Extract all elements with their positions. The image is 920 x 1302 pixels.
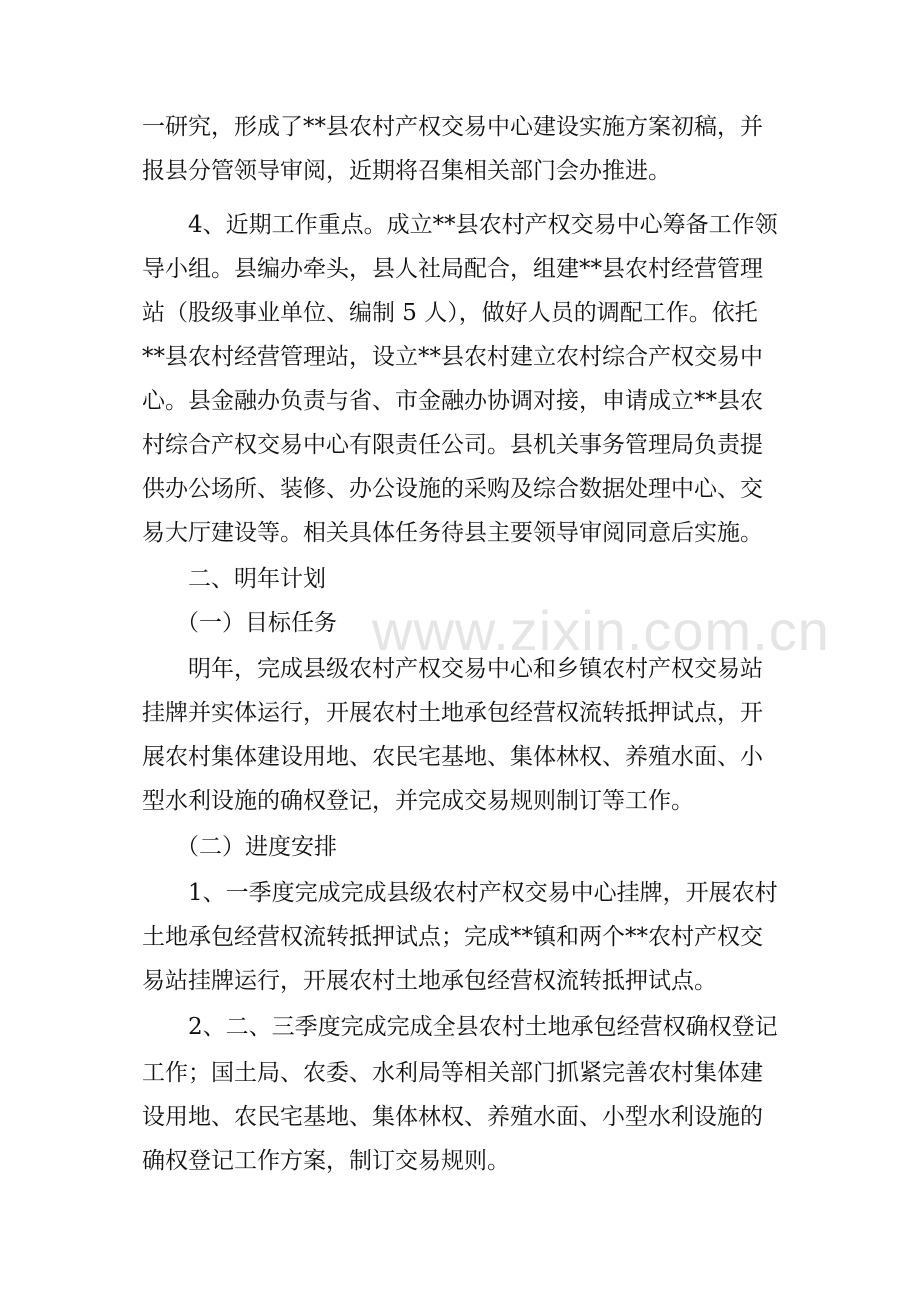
- paragraph-line: 一研究，形成了**县农村产权交易中心建设实施方案初稿，并: [142, 114, 763, 140]
- paragraph-line: 供办公场所、装修、办公设施的采购及综合数据处理中心、交: [142, 476, 763, 502]
- paragraph-line: 4、近期工作重点。成立**县农村产权交易中心筹备工作领: [188, 212, 778, 238]
- paragraph-line: 土地承包经营权流转抵押试点；完成**镇和两个**农村产权交: [142, 924, 763, 950]
- paragraph-line: 设用地、农民宅基地、集体林权、养殖水面、小型水利设施的: [142, 1104, 763, 1130]
- paragraph-line: 1、一季度完成完成县级农村产权交易中心挂牌，开展农村: [188, 880, 778, 906]
- paragraph-line: 挂牌并实体运行，开展农村土地承包经营权流转抵押试点，开: [142, 700, 763, 726]
- paragraph-line: 工作；国土局、农委、水利局等相关部门抓紧完善农村集体建: [142, 1060, 763, 1086]
- paragraph-line: 易大厅建设等。相关具体任务待县主要领导审阅同意后实施。: [142, 520, 763, 546]
- paragraph-line: 明年，完成县级农村产权交易中心和乡镇农村产权交易站: [188, 656, 763, 682]
- paragraph-line: 2、二、三季度完成完成全县农村土地承包经营权确权登记: [188, 1014, 778, 1040]
- section-heading: 二、明年计划: [188, 566, 326, 592]
- subsection-heading: （二）进度安排: [176, 834, 337, 860]
- paragraph-line: 村综合产权交易中心有限责任公司。县机关事务管理局负责提: [142, 432, 763, 458]
- paragraph-line: 展农村集体建设用地、农民宅基地、集体林权、养殖水面、小: [142, 744, 763, 770]
- paragraph-line: 导小组。县编办牵头，县人社局配合，组建**县农村经营管理: [142, 256, 763, 282]
- paragraph-line: 报县分管领导审阅，近期将召集相关部门会办推进。: [142, 158, 671, 184]
- paragraph-line: 心。县金融办负责与省、市金融办协调对接，申请成立**县农: [142, 388, 763, 414]
- paragraph-line: 型水利设施的确权登记，并完成交易规则制订等工作。: [142, 788, 694, 814]
- subsection-heading: （一）目标任务: [176, 610, 337, 636]
- paragraph-line: **县农村经营管理站，设立**县农村建立农村综合产权交易中: [142, 344, 763, 370]
- paragraph-line: 站（股级事业单位、编制 5 人），做好人员的调配工作。依托: [142, 300, 758, 326]
- paragraph-line: 确权登记工作方案，制订交易规则。: [142, 1148, 510, 1174]
- paragraph-line: 易站挂牌运行，开展农村土地承包经营权流转抵押试点。: [142, 968, 717, 994]
- watermark: www.zixin.com.cn: [372, 599, 830, 662]
